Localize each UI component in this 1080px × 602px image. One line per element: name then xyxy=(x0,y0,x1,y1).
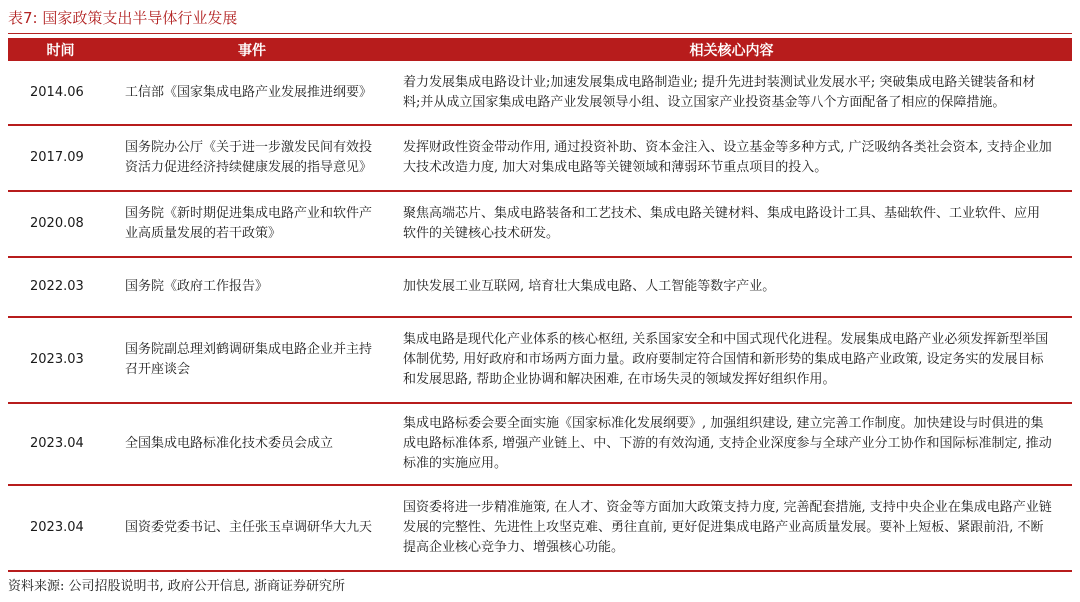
cell-content: 聚焦高端芯片、集成电路装备和工艺技术、集成电路关键材料、集成电路设计工具、基础软件、工业软件、应用软件的关键核心技术研发。 xyxy=(391,191,1072,257)
cell-event: 国务院《新时期促进集成电路产业和软件产业高质量发展的若干政策》 xyxy=(113,191,391,257)
cell-time: 2020.08 xyxy=(8,191,113,257)
header-event: 事件 xyxy=(113,38,391,61)
table-header-row xyxy=(8,38,1072,61)
table-row xyxy=(8,61,1072,125)
cell-time: 2017.09 xyxy=(8,125,113,191)
cell-content: 发挥财政性资金带动作用, 通过投资补助、资本金注入、设立基金等多种方式, 广泛吸纳各类社会资本, 支持企业加大技术改造力度, 加大对集成电路等关键领域和薄弱环节重点项目的投入。 xyxy=(391,125,1072,191)
table-caption: 表7: 国家政策支出半导体行业发展 xyxy=(8,9,238,27)
table-row xyxy=(8,485,1072,571)
cell-event: 全国集成电路标准化技术委员会成立 xyxy=(113,403,391,485)
cell-time: 2014.06 xyxy=(8,61,113,125)
cell-content: 集成电路是现代化产业体系的核心枢纽, 关系国家安全和中国式现代化进程。发展集成电路产业必须发挥新型举国体制优势, 用好政府和市场两方面力量。政府要制定符合国情和新形势的集成电路产业政策, 设定务实的发展目标和发展思路, 帮助企业协调和解决困难, 在市场失灵的领域发挥好组织作用。 xyxy=(391,317,1072,403)
table-row xyxy=(8,317,1072,403)
cell-event: 工信部《国家集成电路产业发展推进纲要》 xyxy=(113,61,391,125)
cell-time: 2023.04 xyxy=(8,403,113,485)
cell-content: 国资委将进一步精准施策, 在人才、资金等方面加大政策支持力度, 完善配套措施, 支持中央企业在集成电路产业链发展的完整性、先进性上攻坚克难、勇往直前, 更好促进集成电路产业高质量发展。要补上短板、紧跟前沿, 不断提高企业核心竞争力、增强核心功能。 xyxy=(391,485,1072,571)
cell-event: 国务院办公厅《关于进一步激发民间有效投资活力促进经济持续健康发展的指导意见》 xyxy=(113,125,391,191)
cell-event: 国务院副总理刘鹤调研集成电路企业并主持召开座谈会 xyxy=(113,317,391,403)
policy-table xyxy=(8,38,1072,572)
cell-content: 着力发展集成电路设计业;加速发展集成电路制造业; 提升先进封装测试业发展水平; 突破集成电路关键装备和材料;并从成立国家集成电路产业发展领导小组、设立国家产业投资基金等八个方面配备了相应的保障措施。 xyxy=(391,61,1072,125)
cell-time: 2023.03 xyxy=(8,317,113,403)
cell-content: 集成电路标委会要全面实施《国家标准化发展纲要》, 加强组织建设, 建立完善工作制度。加快建设与时俱进的集成电路标准体系, 增强产业链上、中、下游的有效沟通, 支持企业深度参与全球产业分工协作和国际标准制定, 推动标准的实施应用。 xyxy=(391,403,1072,485)
header-content: 相关核心内容 xyxy=(391,38,1072,61)
table-row xyxy=(8,257,1072,317)
cell-content: 加快发展工业互联网, 培育壮大集成电路、人工智能等数字产业。 xyxy=(391,257,1072,317)
cell-event: 国务院《政府工作报告》 xyxy=(113,257,391,317)
cell-event: 国资委党委书记、主任张玉卓调研华大九天 xyxy=(113,485,391,571)
policy-table-container xyxy=(8,38,1072,572)
table-row xyxy=(8,125,1072,191)
header-time: 时间 xyxy=(8,38,113,61)
source-note: 资料来源: 公司招股说明书, 政府公开信息, 浙商证券研究所 xyxy=(8,579,346,594)
table-row xyxy=(8,403,1072,485)
cell-time: 2022.03 xyxy=(8,257,113,317)
caption-divider xyxy=(8,33,1072,34)
table-row xyxy=(8,191,1072,257)
cell-time: 2023.04 xyxy=(8,485,113,571)
